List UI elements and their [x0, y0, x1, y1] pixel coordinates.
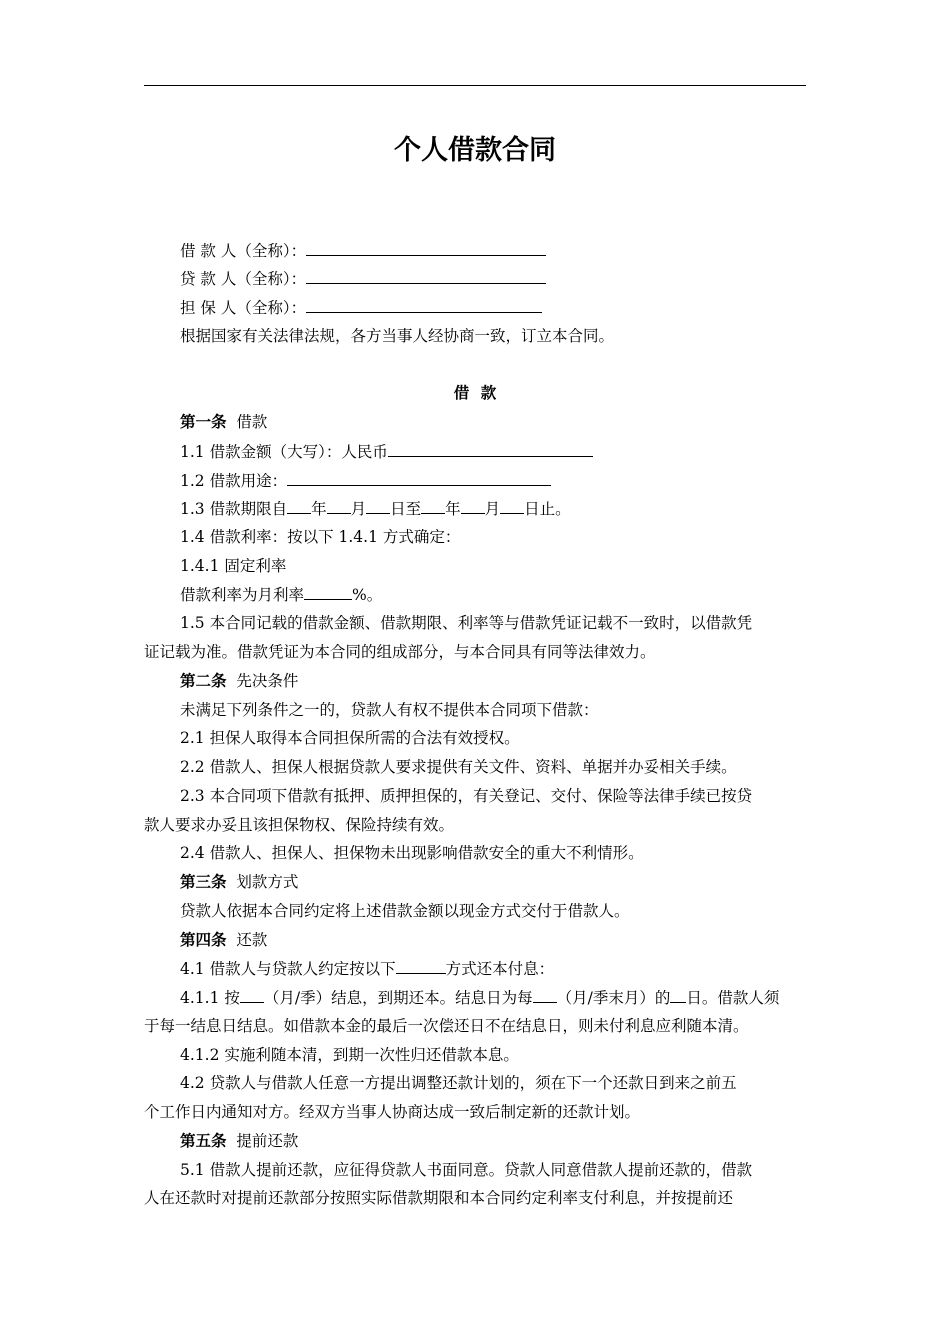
start-month-blank[interactable] — [327, 498, 351, 514]
clause-2-2: 2.2 借款人、担保人根据贷款人要求提供有关文件、资料、单据并办妥相关手续。 — [180, 758, 737, 776]
interest-period-blank[interactable] — [240, 987, 264, 1003]
rate-label: 借款利率为月利率 — [180, 586, 305, 604]
borrower-line — [180, 240, 546, 261]
start-day-blank[interactable] — [366, 498, 390, 514]
clause-5-1-line1: 5.1 借款人提前还款，应征得贷款人书面同意。贷款人同意借款人提前还款的，借款 — [180, 1161, 753, 1179]
clause-1-1-text: 1.1 借款金额（大写）：人民币 — [180, 443, 388, 461]
clause-4-1-1-line2: 于每一结息日结息。如借款本金的最后一次偿还日不在结息日，则未付利息应利随本清。 — [144, 1017, 749, 1035]
borrower-label: 借 款 人（全称）： — [180, 242, 307, 260]
end-day-blank[interactable] — [500, 498, 524, 514]
article1-heading-line — [180, 412, 267, 432]
article2-heading-line — [180, 671, 298, 691]
month-label: 月 — [484, 500, 501, 518]
start-year-blank[interactable] — [287, 498, 311, 514]
lender-line — [180, 268, 546, 289]
rate-line — [180, 584, 382, 605]
article1-name: 借款 — [236, 413, 268, 431]
article5-heading: 第五条 — [180, 1131, 227, 1150]
repay-method-blank[interactable] — [396, 958, 446, 974]
clause-2-1: 2.1 担保人取得本合同担保所需的合法有效授权。 — [180, 729, 520, 747]
preamble: 根据国家有关法律法规，各方当事人经协商一致，订立本合同。 — [180, 327, 615, 345]
clause-4-1-1-text: 4.1.1 按 — [180, 989, 240, 1007]
clause-1-1 — [180, 441, 593, 462]
article2-name: 先决条件 — [236, 672, 299, 690]
section-heading: 借 款 — [453, 383, 497, 402]
article2-intro: 未满足下列条件之一的，贷款人有权不提供本合同项下借款： — [180, 701, 599, 719]
article5-name: 提前还款 — [236, 1132, 299, 1150]
article3-heading-line — [180, 872, 298, 892]
document-title: 个人借款合同 — [394, 135, 556, 166]
clause-1-2 — [180, 470, 551, 491]
year-label: 年 — [311, 500, 327, 518]
clause-4-1-2: 4.1.2 实施利随本清，到期一次性归还借款本息。 — [180, 1046, 519, 1064]
month-label: 月 — [350, 500, 367, 518]
header-rule — [144, 85, 806, 86]
rate-unit: %。 — [352, 586, 383, 604]
end-year-blank[interactable] — [421, 498, 445, 514]
article3-name: 划款方式 — [236, 873, 299, 891]
clause-2-4: 2.4 借款人、担保人、担保物未出现影响借款安全的重大不利情形。 — [180, 844, 644, 862]
article3-body: 贷款人依据本合同约定将上述借款金额以现金方式交付于借款人。 — [180, 902, 630, 920]
clause-1-4-1: 1.4.1 固定利率 — [180, 557, 287, 575]
clause-4-1-1-mid2: （月/季末月）的 — [556, 989, 671, 1007]
guarantor-blank[interactable] — [306, 297, 542, 313]
amount-blank[interactable] — [388, 441, 593, 457]
clause-4-1-1-tail: 日。借款人须 — [686, 989, 780, 1007]
article5-heading-line — [180, 1131, 298, 1151]
guarantor-label: 担 保 人（全称）： — [180, 299, 307, 317]
clause-4-1 — [180, 958, 554, 979]
article2-heading: 第二条 — [180, 671, 227, 690]
clause-1-5-line2: 证记载为准。借款凭证为本合同的组成部分，与本合同具有同等法律效力。 — [144, 643, 656, 661]
clause-2-3-line1: 2.3 本合同项下借款有抵押、质押担保的，有关登记、交付、保险等法律手续已按贷 — [180, 787, 753, 805]
clause-4-2-line1: 4.2 贷款人与借款人任意一方提出调整还款计划的，须在下一个还款日到来之前五 — [180, 1074, 737, 1092]
purpose-blank[interactable] — [287, 470, 551, 486]
article3-heading: 第三条 — [180, 872, 227, 891]
end-month-blank[interactable] — [461, 498, 485, 514]
article4-heading-line — [180, 930, 267, 950]
clause-1-4: 1.4 借款利率：按以下 1.4.1 方式确定： — [180, 528, 461, 546]
borrower-blank[interactable] — [306, 240, 546, 256]
clause-5-1-line2: 人在还款时对提前还款部分按照实际借款期限和本合同约定利率支付利息，并按提前还 — [144, 1189, 734, 1207]
clause-4-2-line2: 个工作日内通知对方。经双方当事人协商达成一致后制定新的还款计划。 — [144, 1103, 641, 1121]
guarantor-line — [180, 297, 542, 318]
lender-label: 贷 款 人（全称）： — [180, 270, 307, 288]
article4-name: 还款 — [236, 931, 268, 949]
settle-month-blank[interactable] — [533, 987, 557, 1003]
settle-day-blank[interactable] — [670, 987, 686, 1003]
clause-1-5-line1: 1.5 本合同记载的借款金额、借款期限、利率等与借款凭证记载不一致时，以借款凭 — [180, 614, 753, 632]
clause-4-1-text: 4.1 借款人与贷款人约定按以下 — [180, 960, 396, 978]
clause-4-1-tail: 方式还本付息： — [445, 960, 555, 978]
lender-blank[interactable] — [306, 268, 546, 284]
clause-2-3-line2: 款人要求办妥且该担保物权、保险持续有效。 — [144, 816, 455, 834]
clause-1-3 — [180, 498, 571, 519]
year-label: 年 — [445, 500, 461, 518]
clause-1-3-text: 1.3 借款期限自 — [180, 500, 288, 518]
clause-4-1-1-mid: （月/季）结息，到期还本。结息日为每 — [263, 989, 533, 1007]
day-end-label: 日止。 — [524, 500, 571, 518]
day-to-label: 日至 — [390, 500, 422, 518]
rate-blank[interactable] — [304, 584, 352, 600]
article1-heading: 第一条 — [180, 412, 227, 431]
clause-1-2-text: 1.2 借款用途： — [180, 472, 288, 490]
article4-heading: 第四条 — [180, 930, 227, 949]
clause-4-1-1-line1 — [180, 987, 779, 1008]
